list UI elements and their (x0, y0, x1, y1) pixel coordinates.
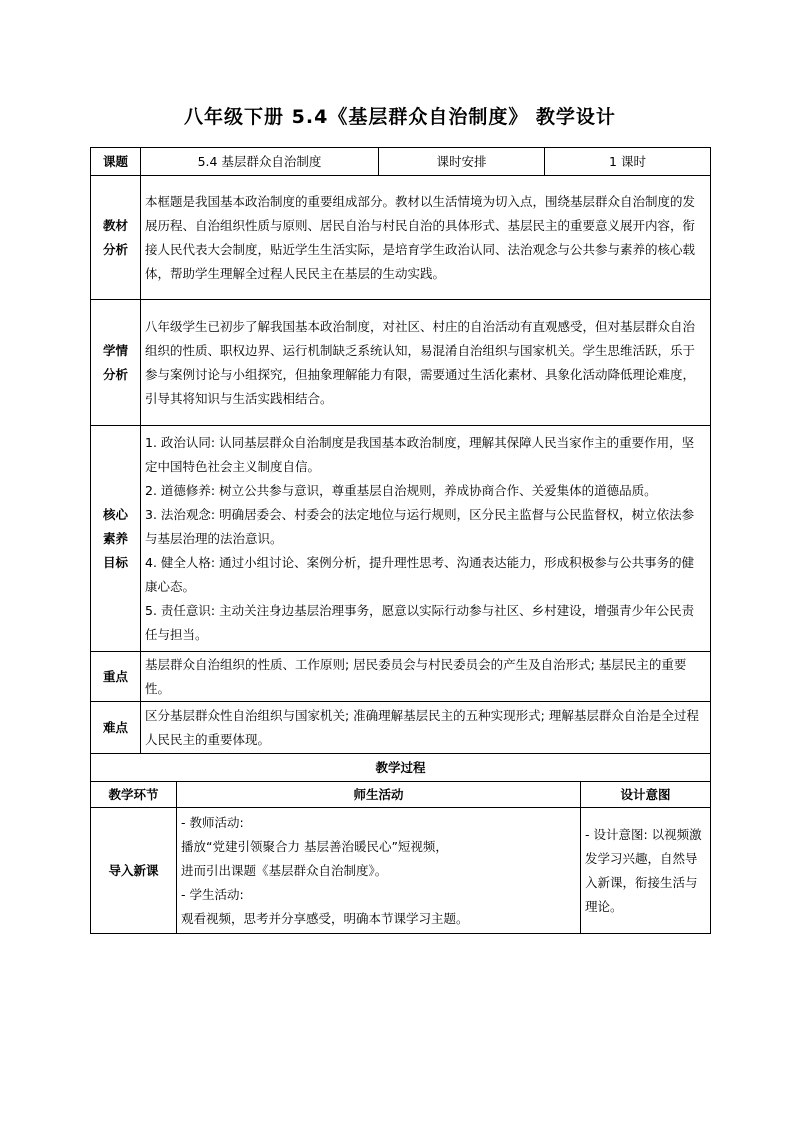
activity-line: 观看视频，思考并分享感受，明确本节课学习主题。 (181, 910, 469, 926)
process-header-row (91, 754, 711, 782)
activity-line: 进而引出课题《基层群众自治制度》。 (181, 862, 388, 878)
difficulties-text: 区分基层群众性自治组织与国家机关; 准确理解基层民主的五种实现形式; 理解基层群众自治是全过程人民民主的重要体现。 (141, 702, 711, 754)
objective-item: 5. 责任意识: 主动关注身边基层治理事务，愿意以实际行动参与社区、乡村建设，增强青少年公民责任与担当。 (145, 602, 695, 642)
schedule-label: 课时安排 (379, 148, 545, 176)
difficulties-row (91, 702, 711, 754)
material-text: 本框题是我国基本政治制度的重要组成部分。教材以生活情境为切入点，围绕基层群众自治制度的发展历程、自治组织性质与原则、居民自治与村民自治的具体形式、基层民主的重要意义展开内容，衔接人民代表大会制度，贴近学生生活实际，是培育学生政治认同、法治观念与公共参与素养的核心载体，帮助学生理解全过程人民民主在基层的生动实践。 (141, 176, 711, 300)
learner-text: 八年级学生已初步了解我国基本政治制度，对社区、村庄的自治活动有直观感受，但对基层群众自治组织的性质、职权边界、运行机制缺乏系统认知，易混淆自治组织与国家机关。学生思维活跃，乐于参与案例讨论与小组探究，但抽象理解能力有限，需要通过生活化素材、具象化活动降低理论难度，引导其将知识与生活实践相结合。 (141, 300, 711, 426)
stage-cell: 导入新课 (91, 808, 177, 934)
topic-value: 5.4 基层群众自治制度 (141, 148, 379, 176)
learner-label-line2: 分析 (102, 366, 128, 382)
objective-item: 2. 道德修养: 树立公共参与意识，尊重基层自治规则，养成协商合作、关爱集体的道德品质。 (145, 482, 657, 498)
activity-line: - 教师活动: (181, 814, 244, 830)
material-label-line2: 分析 (102, 241, 128, 257)
objectives-label-line3: 目标 (102, 554, 128, 570)
column-stage: 教学环节 (91, 782, 177, 808)
intent-cell: - 设计意图: 以视频激发学习兴趣，自然导入新课，衔接生活与理论。 (581, 808, 711, 934)
material-row (91, 176, 711, 300)
objective-item: 3. 法治观念: 明确居委会、村委会的法定地位与运行规则，区分民主监督与公民监督权，树立依法参与基层治理的法治意识。 (145, 506, 695, 546)
objective-item: 4. 健全人格: 通过小组讨论、案例分析，提升理性思考、沟通表达能力，形成积极参与公共事务的健康心态。 (145, 554, 695, 594)
activity-line: - 学生活动: (181, 886, 244, 902)
learner-label (91, 300, 141, 426)
learner-label-line1: 学情 (102, 342, 128, 358)
topic-label: 课题 (91, 148, 141, 176)
process-columns-row (91, 782, 711, 808)
column-intent: 设计意图 (581, 782, 711, 808)
schedule-value: 1 课时 (545, 148, 711, 176)
difficulties-label: 难点 (91, 702, 141, 754)
objective-item: 1. 政治认同: 认同基层群众自治制度是我国基本政治制度，理解其保障人民当家作主的重要作用，坚定中国特色社会主义制度自信。 (145, 434, 695, 474)
process-row (91, 808, 711, 934)
activities-cell (177, 808, 581, 934)
lesson-plan-table (90, 147, 711, 934)
column-activities: 师生活动 (177, 782, 581, 808)
objectives-row (91, 426, 711, 652)
topic-row (91, 148, 711, 176)
activity-line: 播放“党建引领聚合力 基层善治暖民心”短视频， (181, 838, 448, 854)
objectives-label (91, 426, 141, 652)
learner-row (91, 300, 711, 426)
objectives-label-line2: 素养 (102, 530, 128, 546)
key-points-text: 基层群众自治组织的性质、工作原则; 居民委员会与村民委员会的产生及自治形式; 基层民主的重要性。 (141, 652, 711, 702)
key-points-row (91, 652, 711, 702)
key-points-label: 重点 (91, 652, 141, 702)
objectives-list (141, 426, 711, 652)
document-title: 八年级下册 5.4《基层群众自治制度》 教学设计 (184, 106, 616, 128)
material-label-line1: 教材 (102, 217, 128, 233)
process-header: 教学过程 (91, 754, 711, 782)
material-label (91, 176, 141, 300)
objectives-label-line1: 核心 (102, 506, 128, 522)
